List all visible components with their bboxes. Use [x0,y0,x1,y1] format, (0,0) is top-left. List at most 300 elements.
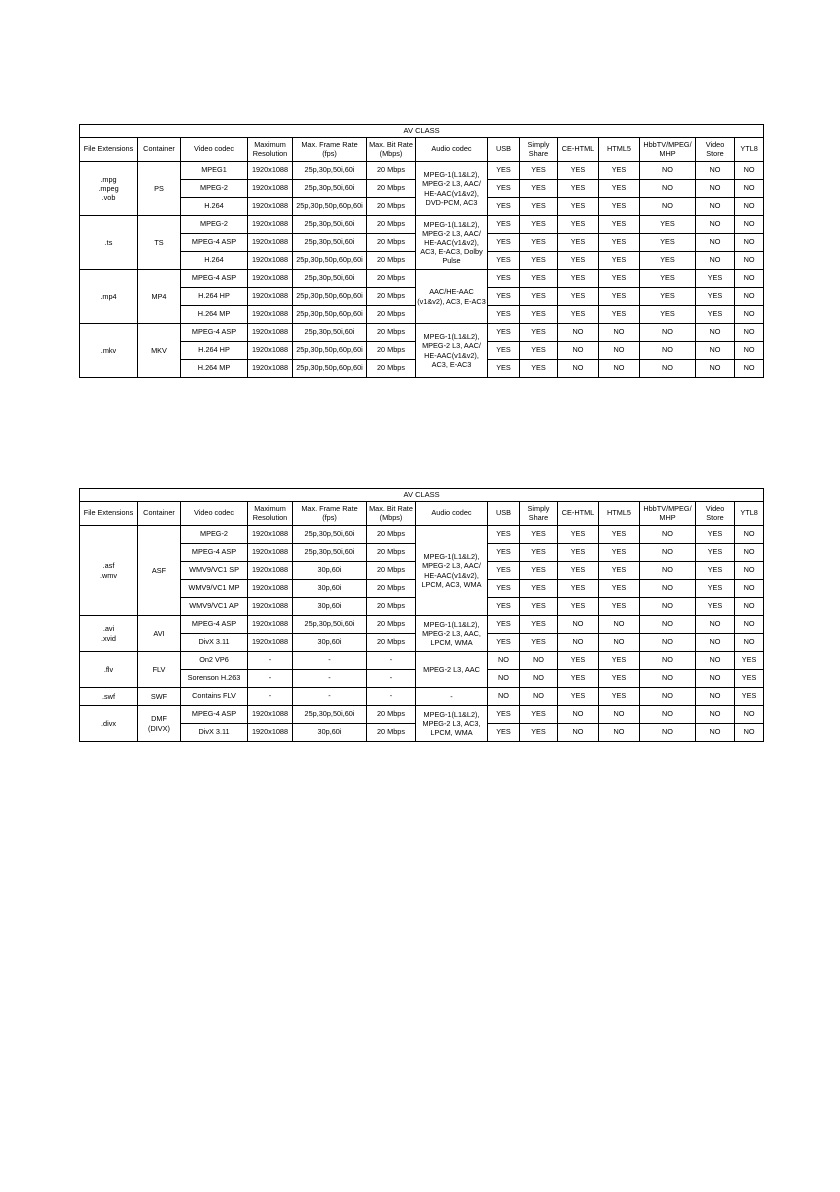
frame-rate-cell: 25p,30p,50p,60p,60i [293,198,367,216]
html5-cell: YES [599,252,640,270]
video-store-cell: NO [696,724,735,742]
av-class-table-2 [79,488,764,742]
html5-cell: NO [599,342,640,360]
usb-cell: NO [488,670,520,688]
hbbtv-cell: NO [640,670,696,688]
resolution-cell: 1920x1088 [248,360,293,378]
file-extension-cell: .flv [80,652,138,688]
video-store-cell: YES [696,598,735,616]
table-row [80,706,764,724]
resolution-cell: 1920x1088 [248,288,293,306]
header-max-bit-rate: Max. Bit Rate (Mbps) [367,502,416,526]
usb-cell: YES [488,198,520,216]
resolution-cell: 1920x1088 [248,580,293,598]
header-max-frame-rate: Max. Frame Rate (fps) [293,138,367,162]
file-extension-cell: .mp4 [80,270,138,324]
ytl8-cell: NO [735,180,764,198]
header-video-store: Video Store [696,138,735,162]
simply-share-cell: YES [520,526,558,544]
frame-rate-cell: 30p,60i [293,580,367,598]
table-row [80,616,764,634]
resolution-cell: 1920x1088 [248,342,293,360]
header-ytl8: YTL8 [735,502,764,526]
usb-cell: YES [488,562,520,580]
ce-html-cell: NO [558,724,599,742]
bit-rate-cell: 20 Mbps [367,162,416,180]
simply-share-cell: YES [520,216,558,234]
video-codec-cell: MPEG-2 [181,180,248,198]
simply-share-cell: YES [520,270,558,288]
hbbtv-cell: NO [640,180,696,198]
table-row [80,216,764,234]
container-cell: MP4 [138,270,181,324]
video-codec-cell: MPEG-4 ASP [181,616,248,634]
ce-html-cell: YES [558,288,599,306]
container-cell: ASF [138,526,181,616]
header-container: Container [138,138,181,162]
html5-cell: YES [599,526,640,544]
header-html5: HTML5 [599,502,640,526]
frame-rate-cell: - [293,688,367,706]
frame-rate-cell: 25p,30p,50i,60i [293,526,367,544]
bit-rate-cell: 20 Mbps [367,598,416,616]
html5-cell: NO [599,324,640,342]
resolution-cell: 1920x1088 [248,324,293,342]
bit-rate-cell: 20 Mbps [367,724,416,742]
header-max-bit-rate: Max. Bit Rate (Mbps) [367,138,416,162]
html5-cell: YES [599,180,640,198]
ytl8-cell: NO [735,706,764,724]
html5-cell: NO [599,634,640,652]
bit-rate-cell: 20 Mbps [367,198,416,216]
ce-html-cell: NO [558,634,599,652]
bit-rate-cell: 20 Mbps [367,360,416,378]
usb-cell: YES [488,580,520,598]
video-codec-cell: H.264 HP [181,342,248,360]
simply-share-cell: YES [520,342,558,360]
frame-rate-cell: 25p,30p,50p,60p,60i [293,342,367,360]
usb-cell: YES [488,598,520,616]
hbbtv-cell: NO [640,360,696,378]
video-codec-cell: H.264 HP [181,288,248,306]
video-store-cell: NO [696,180,735,198]
file-extension-cell: .avi .xvid [80,616,138,652]
ce-html-cell: YES [558,162,599,180]
bit-rate-cell: 20 Mbps [367,180,416,198]
header-html5: HTML5 [599,138,640,162]
header-row [80,138,764,162]
resolution-cell: 1920x1088 [248,234,293,252]
container-cell: SWF [138,688,181,706]
ytl8-cell: NO [735,598,764,616]
ytl8-cell: NO [735,324,764,342]
frame-rate-cell: 25p,30p,50i,60i [293,616,367,634]
ytl8-cell: NO [735,544,764,562]
header-ce-html: CE-HTML [558,502,599,526]
table-title: AV CLASS [80,489,764,502]
frame-rate-cell: 25p,30p,50i,60i [293,234,367,252]
audio-codec-cell: MPEG-1(L1&L2), MPEG-2 L3, AAC/ HE-AAC(v1&v2), DVD-PCM, AC3 [416,162,488,216]
frame-rate-cell: 25p,30p,50i,60i [293,544,367,562]
bit-rate-cell: 20 Mbps [367,580,416,598]
simply-share-cell: YES [520,634,558,652]
usb-cell: YES [488,724,520,742]
video-codec-cell: MPEG-2 [181,526,248,544]
file-extension-cell: .swf [80,688,138,706]
usb-cell: YES [488,526,520,544]
audio-codec-cell: MPEG-1(L1&L2), MPEG-2 L3, AAC/ HE-AAC(v1&v2), AC3, E-AC3, Dolby Pulse [416,216,488,270]
simply-share-cell: YES [520,360,558,378]
bit-rate-cell: 20 Mbps [367,634,416,652]
file-extension-cell: .mkv [80,324,138,378]
header-usb: USB [488,138,520,162]
header-video-store: Video Store [696,502,735,526]
header-usb: USB [488,502,520,526]
usb-cell: YES [488,324,520,342]
simply-share-cell: YES [520,162,558,180]
video-codec-cell: MPEG-4 ASP [181,270,248,288]
header-hbbtv: HbbTV/MPEG/ MHP [640,138,696,162]
header-video-codec: Video codec [181,138,248,162]
hbbtv-cell: YES [640,306,696,324]
usb-cell: NO [488,688,520,706]
bit-rate-cell: - [367,652,416,670]
html5-cell: YES [599,670,640,688]
ce-html-cell: YES [558,688,599,706]
table-row [80,688,764,706]
frame-rate-cell: 30p,60i [293,562,367,580]
ce-html-cell: YES [558,216,599,234]
hbbtv-cell: NO [640,342,696,360]
bit-rate-cell: 20 Mbps [367,616,416,634]
bit-rate-cell: 20 Mbps [367,216,416,234]
header-file-extensions: File Extensions [80,138,138,162]
hbbtv-cell: NO [640,652,696,670]
hbbtv-cell: NO [640,526,696,544]
container-cell: PS [138,162,181,216]
ytl8-cell: YES [735,688,764,706]
simply-share-cell: NO [520,670,558,688]
video-codec-cell: H.264 [181,198,248,216]
video-store-cell: YES [696,306,735,324]
video-codec-cell: H.264 [181,252,248,270]
video-store-cell: NO [696,634,735,652]
table-row [80,652,764,670]
video-store-cell: NO [696,234,735,252]
table-row [80,270,764,288]
hbbtv-cell: NO [640,162,696,180]
ce-html-cell: YES [558,652,599,670]
video-store-cell: NO [696,688,735,706]
header-ytl8: YTL8 [735,138,764,162]
simply-share-cell: YES [520,706,558,724]
simply-share-cell: YES [520,306,558,324]
resolution-cell: 1920x1088 [248,706,293,724]
video-codec-cell: MPEG-4 ASP [181,324,248,342]
video-codec-cell: WMV9/VC1 MP [181,580,248,598]
frame-rate-cell: 25p,30p,50p,60p,60i [293,288,367,306]
resolution-cell: 1920x1088 [248,562,293,580]
bit-rate-cell: 20 Mbps [367,342,416,360]
resolution-cell: 1920x1088 [248,198,293,216]
hbbtv-cell: NO [640,324,696,342]
video-codec-cell: DivX 3.11 [181,724,248,742]
ytl8-cell: NO [735,162,764,180]
ce-html-cell: YES [558,252,599,270]
resolution-cell: 1920x1088 [248,252,293,270]
table-row [80,526,764,544]
usb-cell: YES [488,342,520,360]
simply-share-cell: NO [520,688,558,706]
file-extension-cell: .mpg .mpeg .vob [80,162,138,216]
html5-cell: NO [599,616,640,634]
header-max-resolution: Maximum Resolution [248,502,293,526]
usb-cell: YES [488,162,520,180]
simply-share-cell: YES [520,234,558,252]
table-row [80,162,764,180]
usb-cell: YES [488,360,520,378]
video-codec-cell: Sorenson H.263 [181,670,248,688]
ytl8-cell: NO [735,234,764,252]
header-file-extensions: File Extensions [80,502,138,526]
ytl8-cell: YES [735,652,764,670]
ce-html-cell: YES [558,198,599,216]
resolution-cell: 1920x1088 [248,526,293,544]
video-store-cell: YES [696,580,735,598]
frame-rate-cell: 25p,30p,50i,60i [293,180,367,198]
table-title: AV CLASS [80,125,764,138]
file-extension-cell: .asf .wmv [80,526,138,616]
bit-rate-cell: 20 Mbps [367,270,416,288]
resolution-cell: 1920x1088 [248,616,293,634]
ce-html-cell: YES [558,670,599,688]
audio-codec-cell: AAC/HE-AAC (v1&v2), AC3, E-AC3 [416,270,488,324]
header-audio-codec: Audio codec [416,138,488,162]
hbbtv-cell: NO [640,580,696,598]
simply-share-cell: YES [520,598,558,616]
usb-cell: YES [488,216,520,234]
ytl8-cell: NO [735,724,764,742]
html5-cell: YES [599,580,640,598]
simply-share-cell: YES [520,198,558,216]
ytl8-cell: NO [735,342,764,360]
hbbtv-cell: NO [640,706,696,724]
container-cell: FLV [138,652,181,688]
frame-rate-cell: 25p,30p,50i,60i [293,324,367,342]
bit-rate-cell: - [367,688,416,706]
bit-rate-cell: 20 Mbps [367,306,416,324]
ce-html-cell: YES [558,526,599,544]
frame-rate-cell: 25p,30p,50i,60i [293,162,367,180]
ytl8-cell: NO [735,634,764,652]
ytl8-cell: NO [735,562,764,580]
html5-cell: YES [599,234,640,252]
video-codec-cell: DivX 3.11 [181,634,248,652]
ytl8-cell: NO [735,306,764,324]
video-store-cell: NO [696,670,735,688]
usb-cell: YES [488,252,520,270]
usb-cell: YES [488,270,520,288]
video-store-cell: NO [696,198,735,216]
usb-cell: YES [488,544,520,562]
simply-share-cell: YES [520,562,558,580]
hbbtv-cell: NO [640,544,696,562]
resolution-cell: 1920x1088 [248,724,293,742]
ytl8-cell: NO [735,270,764,288]
frame-rate-cell: - [293,652,367,670]
resolution-cell: 1920x1088 [248,634,293,652]
video-codec-cell: WMV9/VC1 SP [181,562,248,580]
hbbtv-cell: YES [640,288,696,306]
video-store-cell: NO [696,342,735,360]
ce-html-cell: YES [558,562,599,580]
bit-rate-cell: 20 Mbps [367,288,416,306]
ytl8-cell: NO [735,252,764,270]
video-store-cell: YES [696,288,735,306]
hbbtv-cell: NO [640,198,696,216]
bit-rate-cell: 20 Mbps [367,324,416,342]
hbbtv-cell: NO [640,616,696,634]
ce-html-cell: YES [558,598,599,616]
header-row [80,502,764,526]
bit-rate-cell: 20 Mbps [367,544,416,562]
ce-html-cell: NO [558,324,599,342]
usb-cell: YES [488,234,520,252]
usb-cell: YES [488,634,520,652]
video-codec-cell: MPEG-4 ASP [181,544,248,562]
audio-codec-cell: - [416,688,488,706]
ce-html-cell: NO [558,706,599,724]
simply-share-cell: YES [520,324,558,342]
simply-share-cell: YES [520,580,558,598]
table-row [80,324,764,342]
resolution-cell: 1920x1088 [248,306,293,324]
ce-html-cell: YES [558,270,599,288]
resolution-cell: 1920x1088 [248,162,293,180]
bit-rate-cell: 20 Mbps [367,706,416,724]
usb-cell: YES [488,706,520,724]
title-row [80,125,764,138]
usb-cell: YES [488,288,520,306]
video-store-cell: NO [696,360,735,378]
video-store-cell: YES [696,562,735,580]
header-ce-html: CE-HTML [558,138,599,162]
bit-rate-cell: 20 Mbps [367,526,416,544]
frame-rate-cell: 25p,30p,50i,60i [293,216,367,234]
video-codec-cell: Contains FLV [181,688,248,706]
ce-html-cell: YES [558,234,599,252]
html5-cell: NO [599,360,640,378]
header-video-codec: Video codec [181,502,248,526]
header-container: Container [138,502,181,526]
hbbtv-cell: YES [640,252,696,270]
file-extension-cell: .ts [80,216,138,270]
ytl8-cell: NO [735,216,764,234]
video-store-cell: YES [696,526,735,544]
html5-cell: NO [599,706,640,724]
resolution-cell: 1920x1088 [248,216,293,234]
audio-codec-cell: MPEG-1(L1&L2), MPEG-2 L3, AAC/ HE-AAC(v1&v2), AC3, E-AC3 [416,324,488,378]
video-codec-cell: H.264 MP [181,360,248,378]
audio-codec-cell: MPEG-1(L1&L2), MPEG-2 L3, AAC/ HE-AAC(v1&v2), LPCM, AC3, WMA [416,526,488,616]
hbbtv-cell: YES [640,216,696,234]
bit-rate-cell: 20 Mbps [367,234,416,252]
ce-html-cell: NO [558,342,599,360]
html5-cell: YES [599,270,640,288]
bit-rate-cell: 20 Mbps [367,562,416,580]
simply-share-cell: YES [520,180,558,198]
ce-html-cell: NO [558,360,599,378]
simply-share-cell: YES [520,724,558,742]
ce-html-cell: YES [558,180,599,198]
header-simply-share: Simply Share [520,138,558,162]
resolution-cell: 1920x1088 [248,180,293,198]
html5-cell: YES [599,562,640,580]
html5-cell: YES [599,688,640,706]
video-store-cell: NO [696,706,735,724]
frame-rate-cell: 25p,30p,50p,60p,60i [293,252,367,270]
resolution-cell: 1920x1088 [248,598,293,616]
bit-rate-cell: - [367,670,416,688]
hbbtv-cell: NO [640,562,696,580]
ce-html-cell: YES [558,306,599,324]
video-store-cell: YES [696,270,735,288]
container-cell: DMF (DIVX) [138,706,181,742]
simply-share-cell: YES [520,252,558,270]
html5-cell: YES [599,288,640,306]
video-codec-cell: MPEG1 [181,162,248,180]
header-simply-share: Simply Share [520,502,558,526]
ce-html-cell: YES [558,544,599,562]
simply-share-cell: YES [520,616,558,634]
resolution-cell: - [248,670,293,688]
ce-html-cell: YES [558,580,599,598]
usb-cell: YES [488,306,520,324]
html5-cell: YES [599,162,640,180]
frame-rate-cell: 30p,60i [293,598,367,616]
av-class-table-1 [79,124,764,378]
hbbtv-cell: NO [640,724,696,742]
frame-rate-cell: 30p,60i [293,634,367,652]
hbbtv-cell: NO [640,598,696,616]
header-max-resolution: Maximum Resolution [248,138,293,162]
frame-rate-cell: 25p,30p,50p,60p,60i [293,306,367,324]
html5-cell: YES [599,306,640,324]
frame-rate-cell: 25p,30p,50i,60i [293,270,367,288]
ytl8-cell: NO [735,616,764,634]
video-codec-cell: On2 VP6 [181,652,248,670]
audio-codec-cell: MPEG-1(L1&L2), MPEG-2 L3, AC3, LPCM, WMA [416,706,488,742]
frame-rate-cell: 25p,30p,50i,60i [293,706,367,724]
html5-cell: YES [599,198,640,216]
header-audio-codec: Audio codec [416,502,488,526]
html5-cell: YES [599,652,640,670]
html5-cell: YES [599,216,640,234]
header-max-frame-rate: Max. Frame Rate (fps) [293,502,367,526]
frame-rate-cell: - [293,670,367,688]
video-codec-cell: H.264 MP [181,306,248,324]
container-cell: AVI [138,616,181,652]
ytl8-cell: NO [735,360,764,378]
usb-cell: YES [488,180,520,198]
hbbtv-cell: YES [640,270,696,288]
audio-codec-cell: MPEG-1(L1&L2), MPEG-2 L3, AAC, LPCM, WMA [416,616,488,652]
ytl8-cell: NO [735,526,764,544]
usb-cell: YES [488,616,520,634]
frame-rate-cell: 30p,60i [293,724,367,742]
resolution-cell: - [248,652,293,670]
simply-share-cell: NO [520,652,558,670]
